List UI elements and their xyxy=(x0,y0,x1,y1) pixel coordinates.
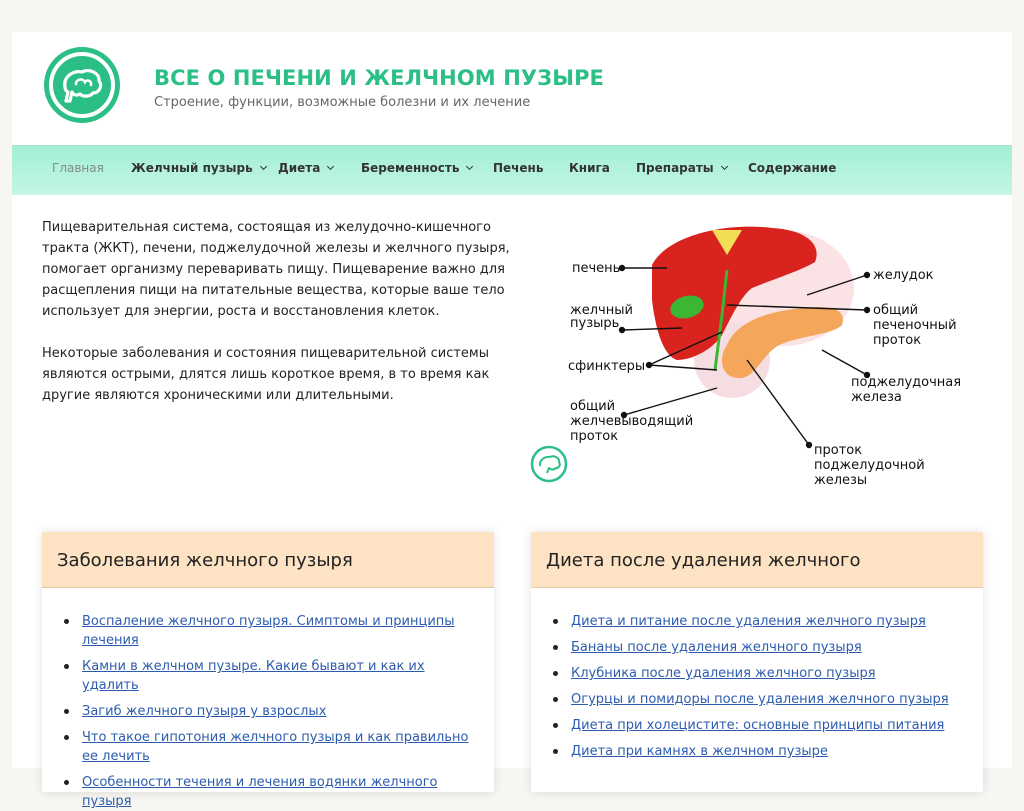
chevron-down-icon xyxy=(721,163,728,170)
list-item xyxy=(82,728,479,766)
nav-item-label: Желчный пузырь xyxy=(131,161,253,175)
list-item xyxy=(571,612,968,631)
label-pancreas: железа xyxy=(851,390,902,405)
list-item xyxy=(571,716,968,735)
label-pancreatic-duct: поджелудочной xyxy=(814,458,925,473)
nav-item-label: Препараты xyxy=(636,161,714,175)
card-title: Заболевания желчного пузыря xyxy=(42,532,494,588)
label-pancreatic-duct: железы xyxy=(814,473,868,488)
article-link[interactable]: Диета и питание после удаления желчного пузыря xyxy=(571,614,926,629)
link-list xyxy=(531,588,983,761)
gallbladder-diseases-card xyxy=(42,532,494,809)
nav-item-home[interactable] xyxy=(52,146,104,196)
list-item xyxy=(571,690,968,709)
label-common-bile-duct: общий xyxy=(570,399,616,414)
leader-line xyxy=(822,350,867,375)
label-gallbladder: пузырь xyxy=(570,316,620,331)
nav-item-gallbladder[interactable] xyxy=(131,146,266,196)
chevron-down-icon xyxy=(466,163,473,170)
page xyxy=(12,32,1012,809)
nav-item-label: Печень xyxy=(493,161,544,175)
leader-line xyxy=(747,360,809,445)
list-item xyxy=(571,638,968,657)
chevron-down-icon xyxy=(260,163,267,170)
nav-item-pregnancy[interactable] xyxy=(361,146,472,196)
digestive-organs-diagram xyxy=(517,210,987,488)
list-item xyxy=(82,612,479,650)
label-liver: печень xyxy=(572,261,621,276)
article-link[interactable]: Что такое гипотония желчного пузыря и как правильно ее лечить xyxy=(82,730,469,764)
diet-after-removal-card xyxy=(531,532,983,792)
card-title: Диета после удаления желчного xyxy=(531,532,983,588)
nav-item-label: Беременность xyxy=(361,161,460,175)
article-link[interactable]: Загиб желчного пузыря у взрослых xyxy=(82,704,327,719)
brain-icon xyxy=(532,447,566,481)
nav-item-label: Главная xyxy=(52,161,104,175)
label-gallbladder: желчный xyxy=(570,303,633,318)
list-item xyxy=(82,702,479,721)
nav-item-diet[interactable] xyxy=(278,146,333,196)
label-common-bile-duct: проток xyxy=(570,429,619,444)
nav-item-label: Содержание xyxy=(748,161,837,175)
article-link[interactable]: Огурцы и помидоры после удаления желчного пузыря xyxy=(571,692,949,707)
article-link[interactable]: Особенности течения и лечения водянки желчного пузыря xyxy=(82,775,438,809)
label-hepatic-duct: печеночный xyxy=(873,318,957,333)
article-link[interactable]: Диета при камнях в желчном пузыре xyxy=(571,744,828,759)
nav-item-liver[interactable] xyxy=(493,146,543,196)
leader-dot xyxy=(865,273,870,278)
brain-icon[interactable] xyxy=(43,46,121,124)
leader-line xyxy=(624,388,717,415)
link-list xyxy=(42,588,494,811)
nav-item-label: Книга xyxy=(569,161,610,175)
list-item xyxy=(571,664,968,683)
site-header xyxy=(12,32,1012,145)
list-item xyxy=(571,742,968,761)
label-sphincters: сфинктеры xyxy=(568,359,646,374)
nav-item-contents[interactable] xyxy=(748,146,836,196)
article-link[interactable]: Камни в желчном пузыре. Какие бывают и как их удалить xyxy=(82,659,425,693)
list-item xyxy=(82,657,479,695)
label-pancreatic-duct: проток xyxy=(814,443,863,458)
article-link[interactable]: Бананы после удаления желчного пузыря xyxy=(571,640,862,655)
nav-item-book[interactable] xyxy=(569,146,610,196)
article-link[interactable]: Воспаление желчного пузыря. Симптомы и принципы лечения xyxy=(82,614,455,648)
article-link[interactable]: Клубника после удаления желчного пузыря xyxy=(571,666,876,681)
label-hepatic-duct: общий xyxy=(873,303,919,318)
list-item xyxy=(82,773,479,811)
intro-paragraph: Некоторые заболевания и состояния пищеварительной системы являются острыми, длятся лишь короткое время, в то время как другие являются хроническими или длительными. xyxy=(42,346,490,403)
site-title[interactable]: ВСЕ О ПЕЧЕНИ И ЖЕЛЧНОМ ПУЗЫРЕ xyxy=(154,66,605,90)
label-hepatic-duct: проток xyxy=(873,333,922,348)
site-description: Строение, функции, возможные болезни и их лечение xyxy=(154,95,531,110)
intro-text xyxy=(42,217,517,427)
nav-item-medicines[interactable] xyxy=(636,146,727,196)
nav-item-label: Диета xyxy=(278,161,321,175)
leader-dot xyxy=(865,308,870,313)
intro-paragraph: Пищеварительная система, состоящая из желудочно-кишечного тракта (ЖКТ), печени, поджелудочной железы и желчного пузыря, помогает организму переваривать пищу. Пищеварение важно для расщепления пищи на питательные вещества, которые ваше тело использует для энергии, роста и восстановления клеток. xyxy=(42,220,510,319)
label-pancreas: поджелудочная xyxy=(851,375,962,390)
leader-dot xyxy=(807,443,812,448)
chevron-down-icon xyxy=(327,163,334,170)
leader-dot xyxy=(620,328,625,333)
main-navigation xyxy=(12,145,1012,195)
label-stomach: желудок xyxy=(873,268,934,283)
article-link[interactable]: Диета при холецистите: основные принципы питания xyxy=(571,718,945,733)
label-common-bile-duct: желчевыводящий xyxy=(570,414,694,429)
